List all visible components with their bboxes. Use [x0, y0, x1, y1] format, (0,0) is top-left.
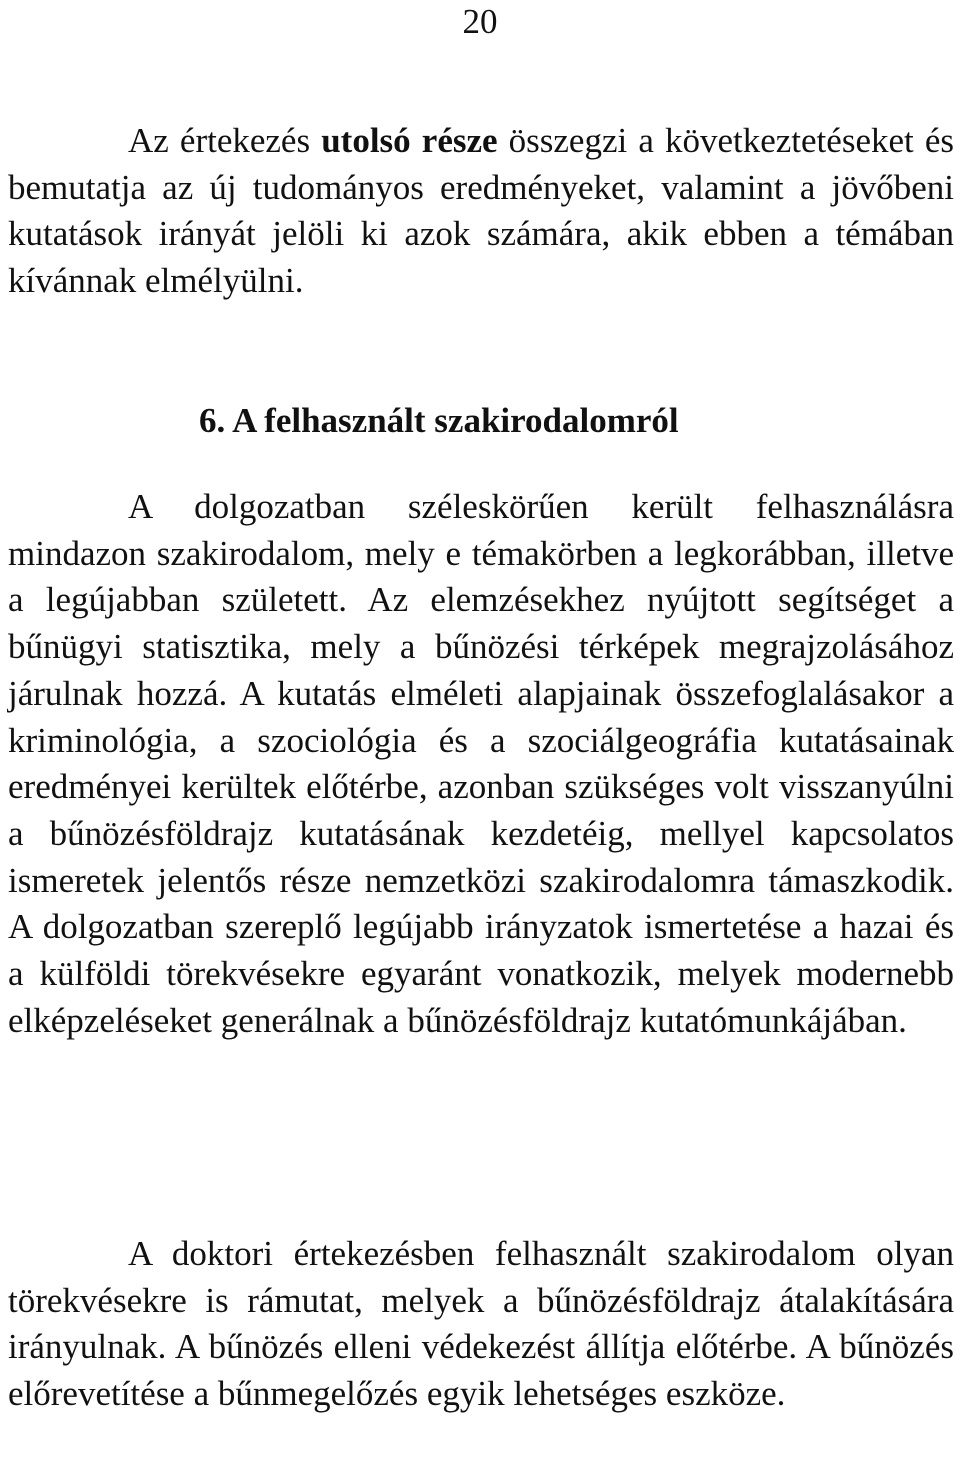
paragraph-summary — [8, 118, 954, 305]
space — [411, 121, 422, 160]
bold-word-utolso: utolsó — [321, 121, 411, 160]
paragraph-summary-text-end: összegzi a következtetéseket és bemutatja az új tudományos eredményeket, valamint a jövőbeni kutatások irányát jelöli ki azok számára, akik ebben a témában kívánnak elmélyülni. — [8, 121, 954, 301]
paragraph-doctoral: A doktori értekezésben felhasznált szakirodalom olyan törekvésekre is rámutat, melyek a bűnözésföldrajz átalakítására irányulnak. A bűnözés elleni védekezést állítja előtérbe. A bűnözés előrevetítése a bűnmegelőzés egyik lehetséges eszköze. — [8, 1234, 954, 1414]
page-number: 20 — [462, 2, 498, 41]
paragraph-summary-text-start: Az értekezés — [128, 121, 322, 160]
paragraph-literature: A dolgozatban széleskörűen került felhasználásra mindazon szakirodalom, mely e témakörben a legkorábban, illetve a legújabban született. Az elemzésekhez nyújtott segítséget a bűnügyi statisztika, mely a bűnözési térképek megrajzolásához járulnak hozzá. A kutatás elméleti alapjainak összefoglalásakor a kriminológia, a szociológia és a szociálgeográfia kutatásainak eredményei kerültek előtérbe, azonban szükséges volt visszanyúlni a bűnözésföldrajz kutatásának kezdetéig, mellyel kapcsolatos ismeretek jelentős része nemzetközi szakirodalomra támaszkodik. A dolgozatban szereplő legújabb irányzatok ismertetése a hazai és a külföldi törekvésekre egyaránt vonatkozik, melyek modernebb elképzeléseket generálnak a bűnözésföldrajz kutatómunkájában. — [8, 487, 954, 1040]
section-heading: 6. A felhasznált szakirodalomról — [199, 401, 679, 440]
bold-word-resze: része — [421, 121, 498, 160]
